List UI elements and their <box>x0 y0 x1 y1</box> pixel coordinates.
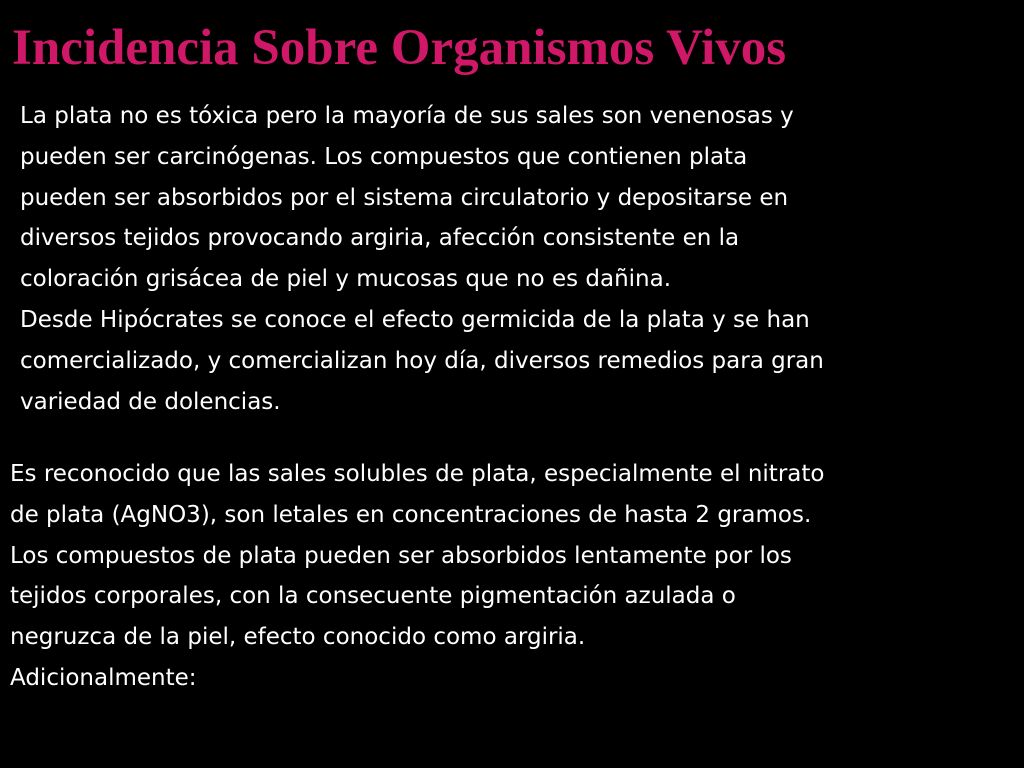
paragraph-line: tejidos corporales, con la consecuente pigmentación azulada o <box>10 583 736 610</box>
slide-title: Incidencia Sobre Organismos Vivos <box>12 20 787 76</box>
paragraph-line: de plata (AgNO3), son letales en concentraciones de hasta 2 gramos. <box>10 501 812 528</box>
paragraph-line: Adicionalmente: <box>10 664 197 691</box>
paragraph-line: variedad de dolencias. <box>20 388 281 415</box>
paragraph-line: pueden ser absorbidos por el sistema circulatorio y depositarse en <box>20 184 789 211</box>
paragraph-line: La plata no es tóxica pero la mayoría de sus sales son venenosas y <box>20 103 794 129</box>
paragraph-line: Es reconocido que las sales solubles de plata, especialmente el nitrato <box>10 461 825 487</box>
paragraph-line: Desde Hipócrates se conoce el efecto germicida de la plata y se han <box>20 306 810 333</box>
paragraph-line: pueden ser carcinógenas. Los compuestos que contienen plata <box>20 143 748 170</box>
paragraph-line: coloración grisácea de piel y mucosas que no es dañina. <box>20 266 672 293</box>
paragraph-line: Los compuestos de plata pueden ser absorbidos lentamente por los <box>10 542 792 569</box>
paragraph-line: diversos tejidos provocando argiria, afección consistente en la <box>20 225 740 252</box>
paragraph-toxicity <box>20 96 1010 422</box>
paragraph-lethality <box>10 454 1010 699</box>
paragraph-line: negruzca de la piel, efecto conocido como argiria. <box>10 624 586 651</box>
paragraph-line: comercializado, y comercializan hoy día, diversos remedios para gran <box>20 347 824 374</box>
